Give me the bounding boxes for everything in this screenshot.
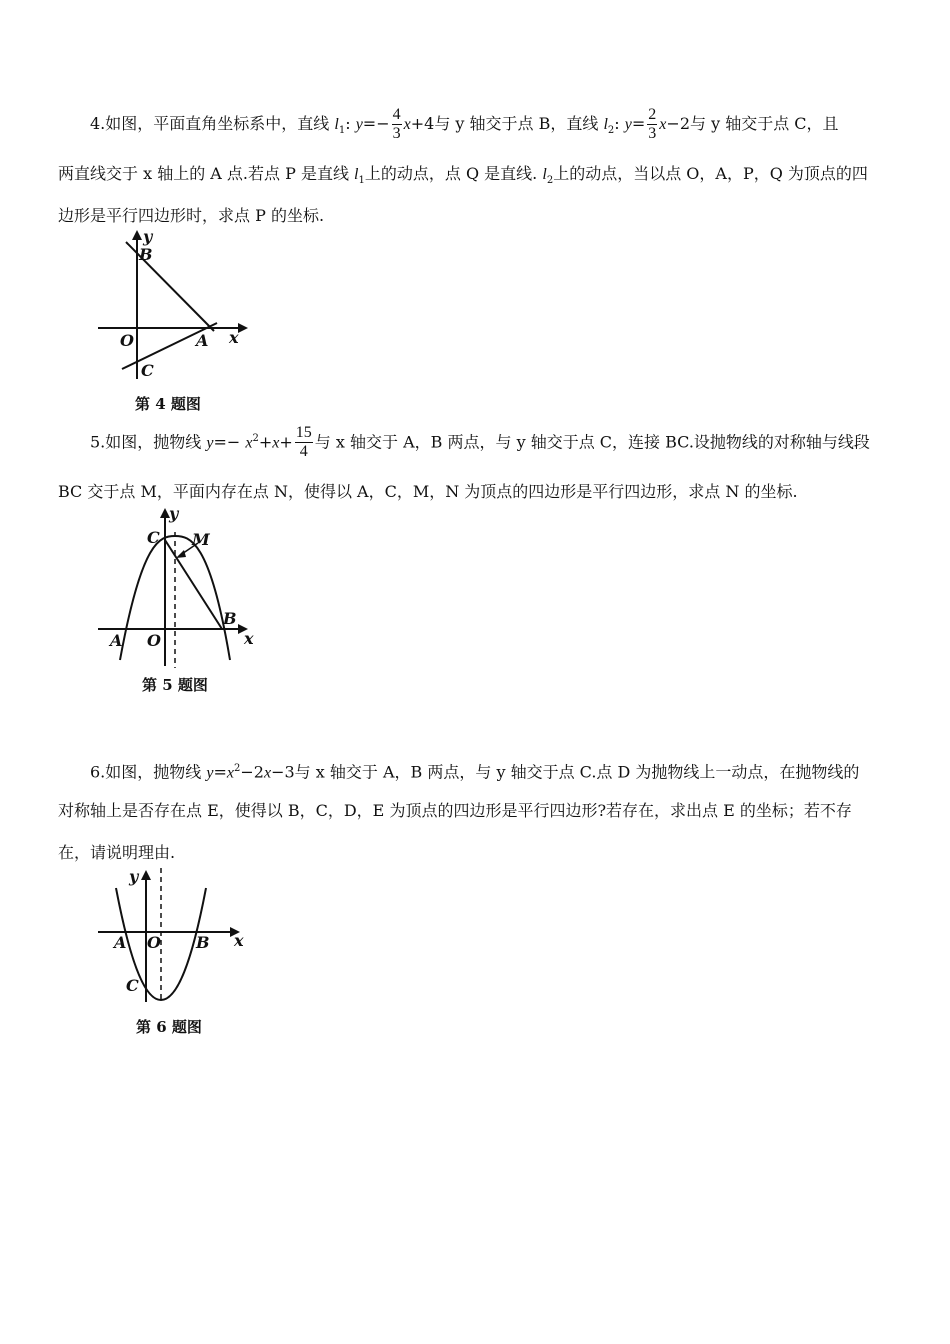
label-O: O (147, 631, 161, 650)
label-y: y (129, 867, 139, 886)
label-C: C (141, 361, 154, 380)
problem5-line1: 5.如图，抛物线 $y=- x^2+x+$ $\frac{15}{4}$ 与 x 轴交于 A，B 两点，与 y 轴交于点 C，连接 BC.设抛物线的对称轴与线段 (90, 424, 870, 461)
problem4-figure (90, 224, 270, 419)
problem5-figure (92, 500, 272, 700)
label-A: A (110, 631, 123, 650)
label-y: y (169, 504, 179, 523)
label-B: B (223, 609, 237, 628)
problem6-figure (92, 862, 272, 1042)
figure4-caption: 第 4 题图 (135, 395, 201, 413)
problem6-line2: 对称轴上是否存在点 E，使得以 B，C，D，E 为顶点的四边形是平行四边形?若存在，求出点 E 的坐标；若不存 (58, 801, 852, 820)
label-C: C (126, 976, 139, 995)
label-y: y (143, 227, 153, 246)
y-axis-arrow (132, 230, 142, 240)
problem6-line1: 6.如图，抛物线 $y=x^2-2x-3$与 x 轴交于 A，B 两点，与 y 轴交于点 C.点 D 为抛物线上一动点，在抛物线的 (90, 762, 860, 782)
x-axis-arrow (238, 323, 248, 333)
figure6-caption: 第 6 题图 (136, 1018, 202, 1036)
label-B: B (139, 245, 153, 264)
label-O: O (147, 933, 161, 952)
label-x: x (229, 328, 239, 347)
label-x: x (244, 629, 254, 648)
label-x: x (234, 931, 244, 950)
fraction-2-3: $\frac{2}{3}$ (648, 106, 657, 142)
label-C: C (147, 528, 160, 547)
label-B: B (196, 933, 210, 952)
label-A: A (114, 933, 127, 952)
figure5-caption: 第 5 题图 (142, 676, 208, 694)
problem4-number: 4. (90, 114, 106, 133)
problem6-line3: 在，请说明理由. (58, 843, 176, 862)
problem6-number: 6. (90, 762, 106, 782)
problem5-number: 5. (90, 432, 106, 452)
label-A: A (196, 331, 209, 350)
fraction-15-4: $\frac{15}{4}$ (295, 424, 312, 461)
problem4-line1: 4.如图，平面直角坐标系中，直线 $l_1$: y=− $\frac{4}{3}$ x+4与 y 轴交于点 B，直线 $l_2$: y= $\frac{2}{3}$ x−2与 y 轴交于点 C，且 (90, 106, 839, 142)
label-O: O (120, 331, 134, 350)
problem4-line3: 边形是平行四边形时，求点 P 的坐标. (58, 206, 325, 225)
problem4-line2: 两直线交于 x 轴上的 A 点.若点 P 是直线 $l_1$上的动点，点 Q 是直线. $l_2$上的动点，当以点 O，A，P，Q 为顶点的四 (58, 164, 868, 187)
y-axis-arrow (141, 870, 151, 880)
pointer-M-head (176, 550, 186, 558)
label-M: M (192, 530, 210, 549)
problem5-line2: BC 交于点 M，平面内存在点 N，使得以 A，C，M，N 为顶点的四边形是平行四边形，求点 N 的坐标. (58, 482, 798, 501)
fraction-4-3: $\frac{4}{3}$ (392, 106, 401, 142)
